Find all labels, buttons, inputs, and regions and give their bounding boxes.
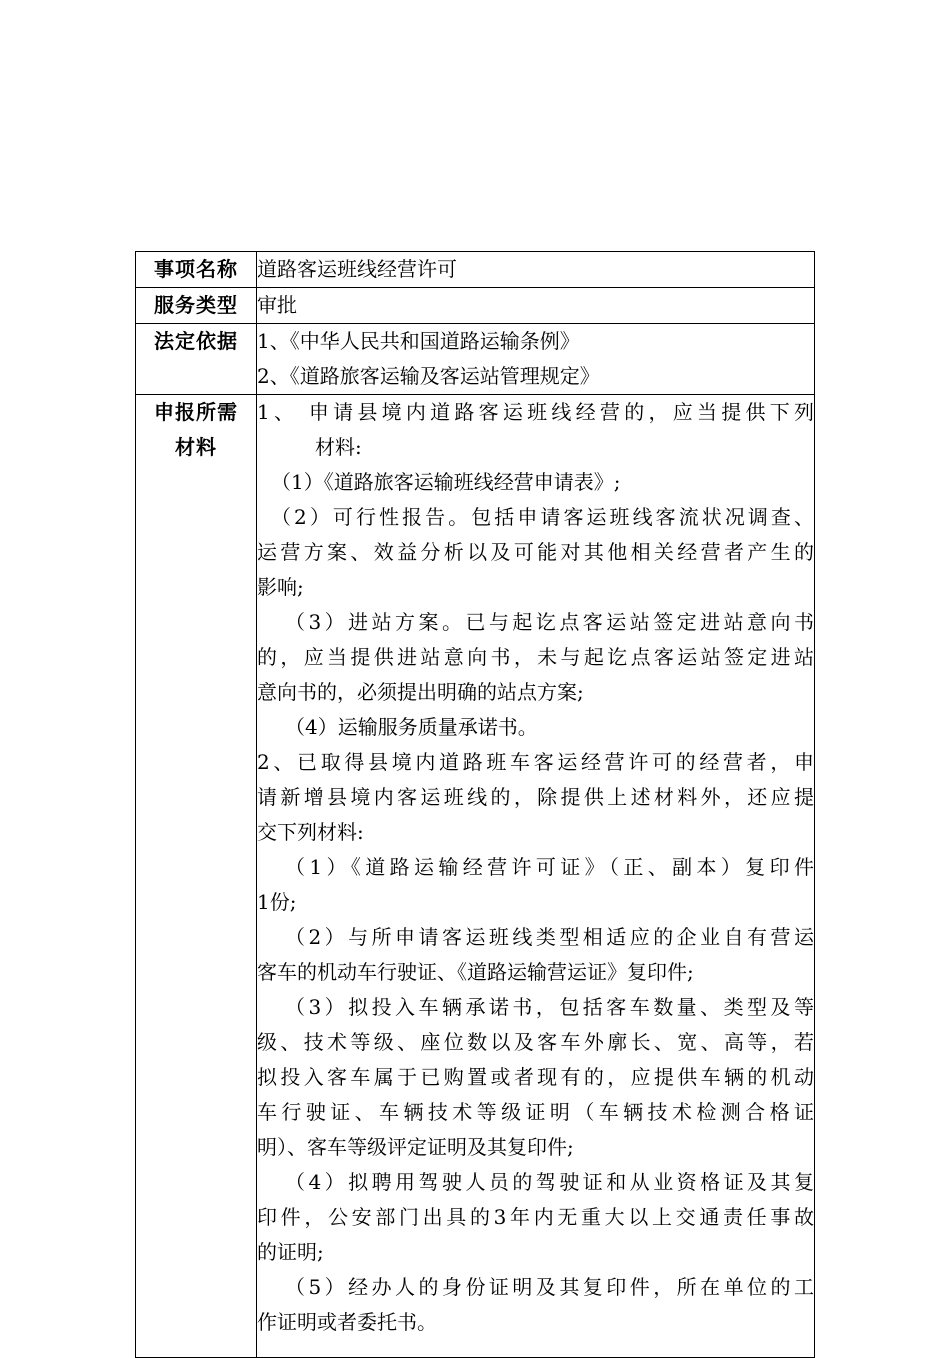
legal-basis-line: 1、《中华人民共和国道路运输条例》 (257, 329, 580, 353)
materials-line: （3）拟投入车辆承诺书，包括客车数量、类型及等 (285, 995, 814, 1019)
materials-line: （1）《道路旅客运输班线经营申请表》; (271, 470, 621, 494)
materials-line: 拟投入客车属于已购置或者现有的，应提供车辆的机动 (257, 1065, 814, 1089)
materials-line: 客车的机动车行驶证、《道路运输营运证》复印件; (257, 960, 694, 984)
materials-line: （4）拟聘用驾驶人员的驾驶证和从业资格证及其复 (285, 1170, 814, 1194)
service-type-label: 服务类型 (136, 288, 257, 324)
materials-value (257, 395, 815, 1358)
materials-label (136, 395, 257, 1358)
materials-line: 明）、客车等级评定证明及其复印件; (257, 1135, 574, 1159)
legal-basis-value (257, 324, 815, 395)
materials-line: 1、 申请县境内道路客运班线经营的，应当提供下列 (257, 400, 814, 424)
materials-line: 材料: (315, 435, 362, 459)
legal-basis-line: 2、《道路旅客运输及客运站管理规定》 (257, 364, 600, 388)
materials-line: 请新增县境内客运班线的，除提供上述材料外，还应提 (257, 785, 814, 809)
materials-line: （4）运输服务质量承诺书。 (285, 715, 538, 739)
table-row (136, 324, 815, 395)
materials-line: 级、技术等级、座位数以及客车外廓长、宽、高等，若 (257, 1030, 814, 1054)
materials-line: 的，应当提供进站意向书，未与起讫点客运站签定进站 (257, 645, 814, 669)
materials-label-line: 申报所需 (154, 400, 238, 424)
materials-line: 印件，公安部门出具的3年内无重大以上交通责任事故 (257, 1205, 814, 1229)
materials-line: 作证明或者委托书。 (257, 1310, 437, 1334)
item-name-label: 事项名称 (136, 252, 257, 288)
table-row (136, 252, 815, 288)
materials-line: 交下列材料: (257, 820, 364, 844)
legal-basis-label: 法定依据 (136, 324, 257, 395)
materials-line: 车行驶证、车辆技术等级证明（车辆技术检测合格证 (257, 1100, 814, 1124)
materials-line: 1份; (257, 890, 297, 914)
materials-label-line: 材料 (175, 435, 217, 459)
table-row (136, 395, 815, 1358)
service-type-value: 审批 (257, 288, 815, 324)
service-item-table (135, 251, 815, 1358)
materials-line: 的证明; (257, 1240, 324, 1264)
materials-line: 运营方案、效益分析以及可能对其他相关经营者产生的 (257, 540, 814, 564)
table-row (136, 288, 815, 324)
materials-line: （5）经办人的身份证明及其复印件，所在单位的工 (285, 1275, 814, 1299)
materials-line: 影响; (257, 575, 304, 599)
materials-line: （3）进站方案。已与起讫点客运站签定进站意向书 (285, 610, 814, 634)
materials-line: 2、已取得县境内道路班车客运经营许可的经营者，申 (257, 750, 814, 774)
materials-line: （1）《道路运输经营许可证》（正、副本）复印件 (285, 855, 814, 879)
materials-line: （2）与所申请客运班线类型相适应的企业自有营运 (285, 925, 814, 949)
materials-line: 意向书的，必须提出明确的站点方案; (257, 680, 584, 704)
item-name-value: 道路客运班线经营许可 (257, 252, 815, 288)
materials-line: （2）可行性报告。包括申请客运班线客流状况调查、 (271, 505, 814, 529)
